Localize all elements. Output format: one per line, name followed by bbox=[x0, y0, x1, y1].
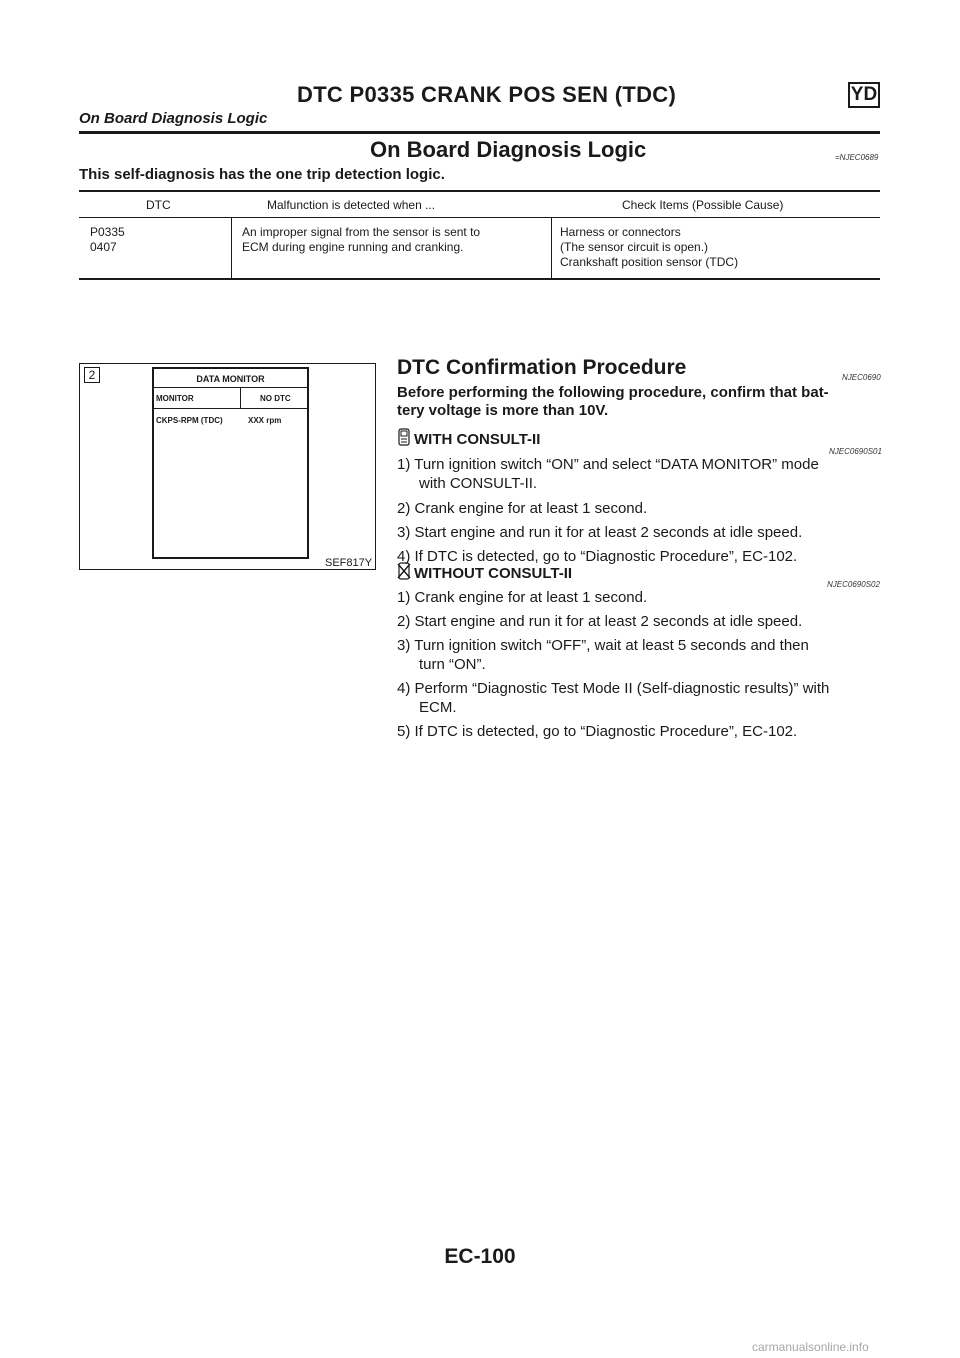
list-item: 4) If DTC is detected, go to “Diagnostic Procedure”, EC-102. bbox=[397, 548, 798, 565]
figure-caption: SEF817Y bbox=[325, 557, 373, 569]
list-item: 3) Start engine and run it for at least 2 seconds at idle speed. bbox=[397, 524, 803, 541]
screen-divider bbox=[152, 408, 309, 409]
intro-line: tery voltage is more than 10V. bbox=[397, 402, 609, 419]
consult-tool-icon bbox=[397, 428, 411, 446]
page-header-title: DTC P0335 CRANK POS SEN (TDC) bbox=[297, 82, 677, 107]
intro-line: Before performing the following procedure, confirm that bat- bbox=[397, 384, 829, 401]
dtc-code-line: P0335 bbox=[90, 225, 125, 239]
section-intro: This self-diagnosis has the one trip detection logic. bbox=[79, 166, 445, 183]
table-row bbox=[90, 225, 125, 255]
table-header-rule bbox=[79, 217, 880, 218]
list-item: 1) Crank engine for at least 1 second. bbox=[397, 589, 648, 606]
figure-number: 2 bbox=[84, 367, 100, 383]
section-title-diagnosis-logic: On Board Diagnosis Logic bbox=[370, 137, 647, 162]
list-item: 4) Perform “Diagnostic Test Mode II (Self-diagnostic results)” with bbox=[397, 680, 830, 697]
cell-line: Harness or connectors bbox=[560, 225, 681, 239]
page-header-subtitle: On Board Diagnosis Logic bbox=[79, 110, 268, 127]
screen-title: DATA MONITOR bbox=[196, 374, 265, 384]
list-item bbox=[397, 456, 880, 474]
screen-item-value: XXX rpm bbox=[248, 416, 282, 425]
table-cell-malfunction bbox=[242, 225, 480, 255]
list-item: 2) Crank engine for at least 1 second. bbox=[397, 500, 648, 517]
list-item-continuation: ECM. bbox=[419, 699, 457, 716]
table-bottom-rule bbox=[79, 278, 880, 280]
section-code: NJEC0690 bbox=[842, 373, 881, 382]
table-header-check-items: Check Items (Possible Cause) bbox=[622, 198, 784, 212]
screen-column-monitor: MONITOR bbox=[156, 394, 194, 403]
list-item-continuation: with CONSULT-II. bbox=[419, 475, 538, 492]
subheading-with-consult: WITH CONSULT-II bbox=[414, 431, 541, 448]
cell-line: ECM during engine running and cranking. bbox=[242, 240, 464, 254]
step-line: 1) Turn ignition switch “ON” and select “DATA MONITOR” mode bbox=[397, 456, 819, 473]
subsection-code: NJEC0690S01 bbox=[829, 447, 882, 456]
dtc-code-line: 0407 bbox=[90, 240, 117, 254]
screen-item-label: CKPS-RPM (TDC) bbox=[156, 416, 223, 425]
table-column-divider bbox=[551, 217, 552, 278]
list-item: 2) Start engine and run it for at least 2 seconds at idle speed. bbox=[397, 613, 803, 630]
table-column-divider bbox=[231, 217, 232, 278]
no-consult-tool-icon bbox=[397, 562, 411, 580]
subheading-without-consult: WITHOUT CONSULT-II bbox=[414, 565, 573, 582]
screen-column-dtc-status: NO DTC bbox=[260, 394, 291, 403]
cell-line: An improper signal from the sensor is sent to bbox=[242, 225, 481, 239]
list-item: 5) If DTC is detected, go to “Diagnostic Procedure”, EC-102. bbox=[397, 723, 798, 740]
screen-divider bbox=[152, 387, 309, 388]
table-header-dtc: DTC bbox=[146, 198, 171, 212]
list-item-continuation: turn “ON”. bbox=[419, 656, 486, 673]
screen-column-divider bbox=[240, 387, 241, 408]
engine-model-badge: YD bbox=[848, 82, 880, 108]
section-intro bbox=[397, 384, 880, 420]
section-code: =NJEC0689 bbox=[835, 153, 879, 162]
table-cell-check-items bbox=[560, 225, 738, 270]
watermark: carmanualsonline.info bbox=[752, 1340, 869, 1354]
list-item: 3) Turn ignition switch “OFF”, wait at least 5 seconds and then bbox=[397, 637, 809, 654]
header-rule bbox=[79, 131, 880, 134]
page-number: EC-100 bbox=[444, 1245, 516, 1268]
cell-line: (The sensor circuit is open.) bbox=[560, 240, 709, 254]
cell-line: Crankshaft position sensor (TDC) bbox=[560, 255, 739, 269]
section-title-dtc-confirmation: DTC Confirmation Procedure bbox=[397, 356, 687, 379]
table-top-rule bbox=[79, 190, 880, 192]
subsection-code: NJEC0690S02 bbox=[827, 580, 880, 589]
table-header-malfunction: Malfunction is detected when ... bbox=[267, 198, 436, 212]
